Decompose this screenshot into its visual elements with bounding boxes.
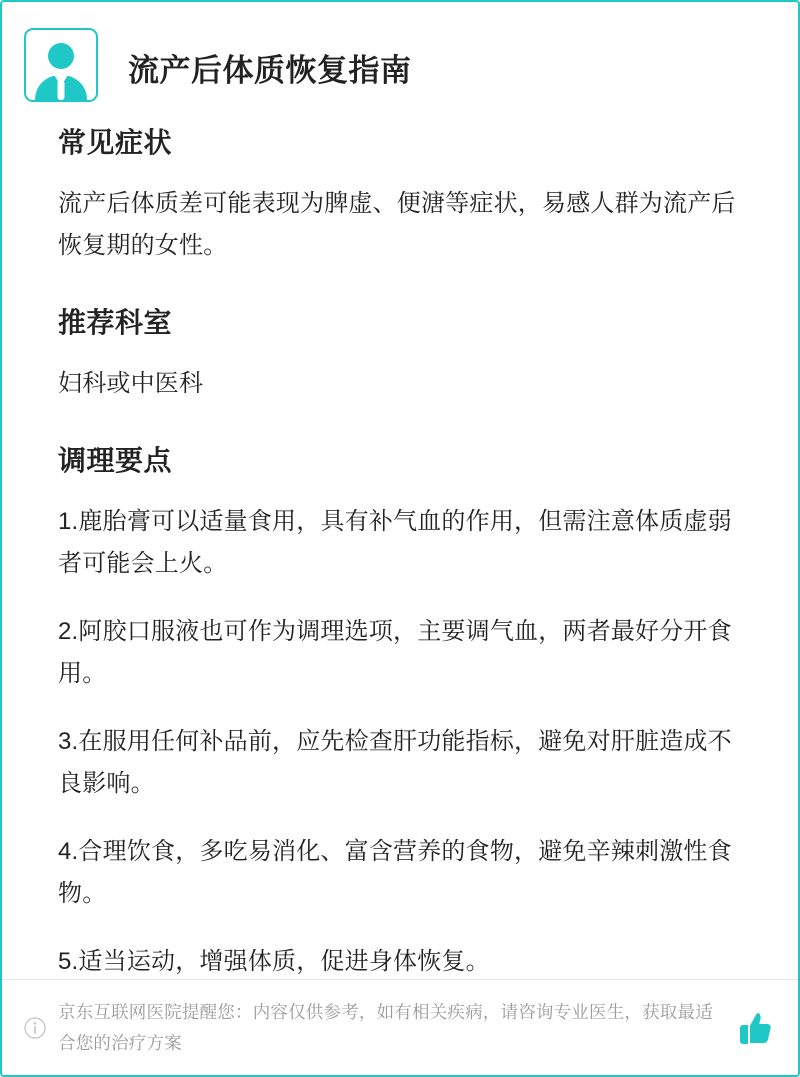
guide-content [32, 121, 768, 983]
disclaimer-text: 京东互联网医院提醒您：内容仅供参考，如有相关疾病，请咨询专业医生，获取最适合您的治疗方案 [58, 1001, 713, 1053]
person-avatar-icon [24, 28, 98, 102]
info-circle-icon [24, 1017, 46, 1039]
list-item: 2.阿胶口服液也可作为调理选项，主要调气血，两者最好分开食用。 [58, 617, 732, 687]
list-item: 5.适当运动，增强体质，促进身体恢复。 [58, 947, 490, 975]
section-text-symptoms: 流产后体质差可能表现为脾虚、便溏等症状，易感人群为流产后恢复期的女性。 [58, 189, 736, 259]
section-heading-care-tips: 调理要点 [58, 444, 173, 476]
list-item: 4.合理饮食，多吃易消化、富含营养的食物，避免辛辣刺激性食物。 [58, 837, 732, 907]
section-heading-department: 推荐科室 [58, 306, 173, 338]
section-heading-symptoms: 常见症状 [58, 126, 173, 158]
list-item: 3.在服用任何补品前，应先检查肝功能指标，避免对肝脏造成不良影响。 [58, 727, 732, 797]
list-item: 1.鹿胎膏可以适量食用，具有补气血的作用，但需注意体质虚弱者可能会上火。 [58, 507, 732, 577]
thumbs-up-icon[interactable] [730, 1005, 776, 1051]
page-title: 流产后体质恢复指南 [128, 53, 412, 88]
care-tips-list [58, 501, 744, 983]
footer-disclaimer-bar [2, 979, 798, 1075]
section-text-department: 妇科或中医科 [58, 369, 204, 397]
